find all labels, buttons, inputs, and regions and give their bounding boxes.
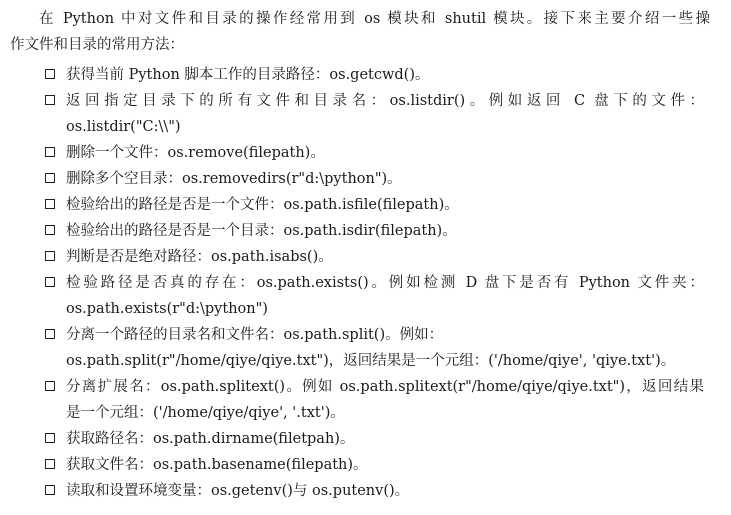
checkbox-bullet-icon (45, 251, 55, 261)
item-text: 获取路径名：os.path.dirname(filetpah)。 (66, 431, 355, 447)
list-item (44, 426, 704, 452)
intro-paragraph (10, 6, 710, 58)
checkbox-bullet-icon (45, 95, 55, 105)
item-text-continued: os.path.split(r"/home/qiye/qiye.txt")，返回结果是一个元组：('/home/qiye', 'qiye.txt')。 (66, 353, 676, 369)
checkbox-bullet-icon (45, 199, 55, 209)
intro-line-1: 在 Python 中对文件和目录的操作经常用到 os 模块和 shutil 模块。接下来主要介绍一些操 (39, 11, 710, 27)
item-text-continued: os.path.exists(r"d:\python") (66, 301, 268, 317)
item-text: 删除多个空目录：os.removedirs(r"d:\python")。 (66, 171, 402, 187)
list-item (44, 374, 704, 426)
checkbox-bullet-icon (45, 329, 55, 339)
item-text: 分离一个路径的目录名和文件名：os.path.split()。例如： (66, 327, 444, 343)
list-item (44, 322, 704, 374)
checkbox-bullet-icon (45, 459, 55, 469)
list-item (44, 192, 704, 218)
list-item (44, 478, 704, 504)
item-text: 检验给出的路径是否是一个目录：os.path.isdir(filepath)。 (66, 223, 457, 239)
checkbox-bullet-icon (45, 69, 55, 79)
checkbox-bullet-icon (45, 433, 55, 443)
list-item (44, 88, 704, 140)
list-item (44, 140, 704, 166)
item-text: 读取和设置环境变量：os.getenv()与 os.putenv()。 (66, 483, 410, 499)
intro-line-2: 作文件和目录的常用方法： (10, 37, 184, 53)
item-text: 返回指定目录下的所有文件和目录名：os.listdir()。例如返回 C 盘下的文件： (66, 93, 704, 109)
list-item (44, 452, 704, 478)
item-text-continued: 是一个元组：('/home/qiye/qiye', '.txt')。 (66, 405, 345, 421)
checkbox-bullet-icon (45, 277, 55, 287)
method-list (44, 62, 704, 504)
list-item (44, 244, 704, 270)
checkbox-bullet-icon (45, 147, 55, 157)
list-item (44, 218, 704, 244)
item-text: 检验给出的路径是否是一个文件：os.path.isfile(filepath)。 (66, 197, 459, 213)
item-text: 获得当前 Python 脚本工作的目录路径：os.getcwd()。 (66, 67, 430, 83)
list-item (44, 62, 704, 88)
item-text: 分离扩展名：os.path.splitext()。例如 os.path.splitext(r"/home/qiye/qiye.txt")，返回结果 (66, 379, 704, 395)
checkbox-bullet-icon (45, 173, 55, 183)
item-text: 判断是否是绝对路径：os.path.isabs()。 (66, 249, 333, 265)
item-text-continued: os.listdir("C:\\") (66, 119, 181, 135)
checkbox-bullet-icon (45, 225, 55, 235)
checkbox-bullet-icon (45, 381, 55, 391)
list-item (44, 270, 704, 322)
list-item (44, 166, 704, 192)
checkbox-bullet-icon (45, 485, 55, 495)
item-text: 检验路径是否真的存在：os.path.exists()。例如检测 D 盘下是否有 Python 文件夹： (66, 275, 704, 291)
item-text: 删除一个文件：os.remove(filepath)。 (66, 145, 325, 161)
item-text: 获取文件名：os.path.basename(filepath)。 (66, 457, 368, 473)
